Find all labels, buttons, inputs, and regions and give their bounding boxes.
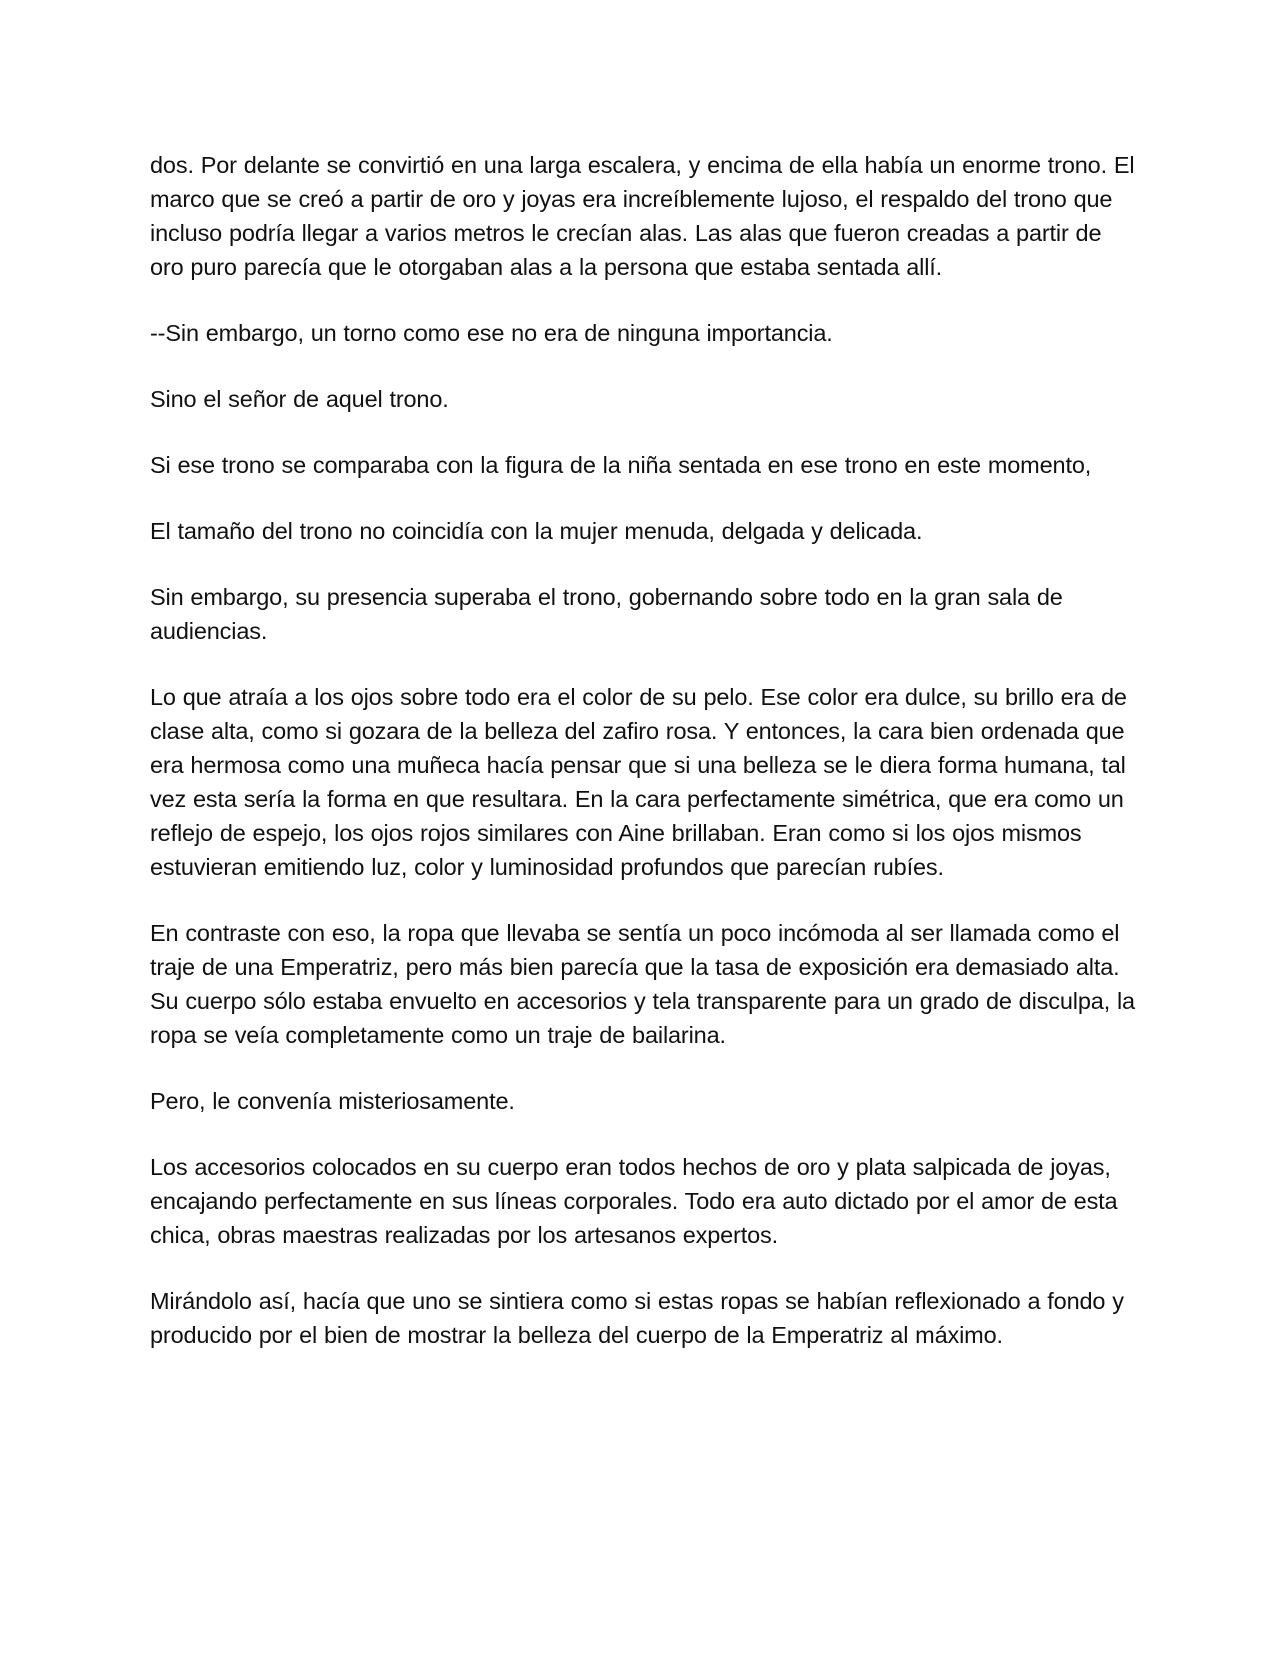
paragraph-11: Mirándolo así, hacía que uno se sintiera como si estas ropas se habían reflexionado a fondo y producido por el bien de mostrar la belleza del cuerpo de la Emperatriz al máximo. [150, 1288, 1124, 1348]
document-body [150, 148, 1135, 1384]
paragraph-8: En contraste con eso, la ropa que llevaba se sentía un poco incómoda al ser llamada como el traje de una Emperatriz, pero más bien parecía que la tasa de exposición era demasiado alta. Su cuerpo sólo estaba envuelto en accesorios y tela transparente para un grado de disculpa, la ropa se veía completamente como un traje de bailarina. [150, 920, 1135, 1048]
paragraph-7: Lo que atraía a los ojos sobre todo era el color de su pelo. Ese color era dulce, su brillo era de clase alta, como si gozara de la belleza del zafiro rosa. Y entonces, la cara bien ordenada que era hermosa como una muñeca hacía pensar que si una belleza se le diera forma humana, tal vez esta sería la forma en que resultara. En la cara perfectamente simétrica, que era como un reflejo de espejo, los ojos rojos similares con Aine brillaban. Eran como si los ojos mismos estuvieran emitiendo luz, color y luminosidad profundos que parecían rubíes. [150, 684, 1127, 880]
paragraph-3: Sino el señor de aquel trono. [150, 386, 449, 412]
paragraph-2: --Sin embargo, un torno como ese no era de ninguna importancia. [150, 320, 833, 346]
paragraph-6: Sin embargo, su presencia superaba el trono, gobernando sobre todo en la gran sala de audiencias. [150, 584, 1063, 644]
paragraph-1: dos. Por delante se convirtió en una larga escalera, y encima de ella había un enorme trono. El marco que se creó a partir de oro y joyas era increíblemente lujoso, el respaldo del trono que incluso podría llegar a varios metros le crecían alas. Las alas que fueron creadas a partir de oro puro parecía que le otorgaban alas a la persona que estaba sentada allí. [150, 152, 1135, 280]
paragraph-10: Los accesorios colocados en su cuerpo eran todos hechos de oro y plata salpicada de joyas, encajando perfectamente en sus líneas corporales. Todo era auto dictado por el amor de esta chica, obras maestras realizadas por los artesanos expertos. [150, 1154, 1118, 1248]
paragraph-5: El tamaño del trono no coincidía con la mujer menuda, delgada y delicada. [150, 518, 923, 544]
paragraph-9: Pero, le convenía misteriosamente. [150, 1088, 515, 1114]
paragraph-4: Si ese trono se comparaba con la figura de la niña sentada en ese trono en este momento, [150, 452, 1092, 478]
